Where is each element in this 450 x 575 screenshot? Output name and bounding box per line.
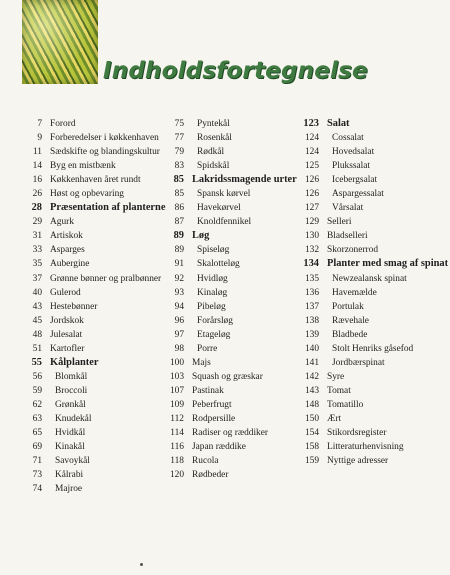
toc-entry-title: Pyntekål [197, 119, 230, 129]
toc-page-number: 43 [32, 301, 42, 312]
toc-entry-title: Pibeløg [197, 301, 226, 312]
toc-entry [294, 440, 444, 454]
toc-entry [294, 384, 444, 398]
toc-entry [20, 370, 162, 384]
toc-entry [294, 370, 444, 384]
toc-entry-title: Majroe [55, 484, 83, 495]
toc-page-number: 33 [32, 245, 42, 256]
toc-entry [20, 356, 162, 370]
toc-page-number: 100 [169, 357, 184, 368]
toc-entry-title: Bladselleri [327, 231, 368, 242]
toc-entry [294, 187, 444, 201]
toc-entry-title: Icebergsalat [332, 175, 378, 186]
toc-page-number: 79 [174, 147, 184, 158]
toc-entry-title: Havekørvel [197, 203, 241, 214]
toc-entry-title: Rævehale [332, 315, 369, 326]
toc-page-number: 69 [32, 442, 42, 453]
toc-entry [294, 173, 444, 187]
toc-page-number: 132 [304, 245, 319, 256]
toc-page-number: 83 [174, 161, 184, 172]
toc-page-number: 74 [32, 484, 42, 495]
toc-entry [20, 215, 162, 229]
toc-page-number: 9 [37, 133, 42, 144]
toc-column-2 [160, 117, 297, 482]
toc-page-number: 45 [32, 315, 42, 326]
toc-entry-title: Radiser og ræddiker [192, 428, 269, 439]
toc-entry-title: Jordskok [50, 315, 84, 326]
toc-entry-title: Skalotteløg [197, 259, 240, 270]
toc-entry [20, 342, 162, 356]
toc-page-number: 140 [304, 343, 319, 354]
toc-entry [160, 454, 292, 468]
toc-entry [20, 398, 162, 412]
toc-page-number: 29 [32, 217, 42, 228]
toc-entry [160, 117, 292, 131]
toc-page-number: 28 [31, 202, 42, 214]
toc-page-number: 48 [32, 329, 42, 340]
toc-entry-title: Artiskok [50, 231, 83, 242]
toc-entry-title: Spidskål [197, 161, 230, 172]
toc-entry-title: Rosenkål [197, 133, 232, 144]
toc-entry [20, 314, 162, 328]
toc-page-number: 16 [32, 175, 42, 186]
toc-entry-title: Ært [327, 413, 342, 424]
toc-entry [294, 131, 444, 145]
toc-entry [160, 201, 292, 215]
toc-page-number: 86 [174, 203, 184, 214]
toc-page-number: 73 [32, 470, 42, 481]
toc-page-number: 62 [32, 399, 42, 410]
toc-entry [160, 370, 292, 384]
toc-entry-title: Tomatillo [327, 399, 364, 410]
toc-page-number: 107 [169, 385, 184, 396]
toc-entry-title: Grønne bønner og pralbønner [50, 273, 162, 284]
toc-entry [294, 426, 444, 440]
toc-entry [160, 412, 292, 426]
toc-page-number: 148 [304, 399, 319, 410]
toc-entry [20, 300, 162, 314]
toc-entry-title: Løg [192, 230, 210, 242]
toc-entry [20, 286, 162, 300]
toc-page-number: 97 [174, 329, 184, 340]
toc-entry [20, 159, 162, 173]
toc-entry-title: Porre [197, 343, 218, 354]
toc-entry [20, 412, 162, 426]
toc-entry-title: Høst og opbevaring [50, 189, 124, 200]
toc-page-number: 109 [169, 399, 184, 410]
toc-page-number: 130 [304, 231, 319, 242]
toc-entry-title: Jordbærspinat [332, 357, 385, 368]
toc-page-number: 136 [304, 287, 319, 298]
toc-entry-title: Litteraturhenvisning [327, 442, 404, 453]
toc-entry [160, 257, 292, 271]
toc-entry-title: Squash og græskar [192, 371, 263, 382]
toc-entry-title: Aspargessalat [332, 189, 384, 200]
toc-page-number: 112 [170, 413, 184, 424]
toc-entry [160, 243, 292, 257]
toc-entry [160, 286, 292, 300]
toc-page-number: 143 [304, 385, 319, 396]
cover-photo-beans [22, 0, 98, 84]
toc-entry-title: Byg en mistbænk [50, 161, 116, 172]
toc-page-number: 11 [32, 147, 42, 158]
toc-entry [294, 398, 444, 412]
toc-page-number: 159 [304, 456, 319, 467]
toc-entry-title: Asparges [50, 245, 85, 256]
toc-entry [20, 384, 162, 398]
toc-entry [160, 468, 292, 482]
toc-entry [294, 454, 444, 468]
toc-page-number: 71 [32, 456, 42, 467]
toc-page-number: 142 [304, 371, 319, 382]
toc-page-number: 120 [169, 470, 184, 481]
toc-page-number: 56 [32, 371, 42, 382]
toc-entry [294, 215, 444, 229]
toc-entry-title: Newzealansk spinat [332, 273, 407, 284]
toc-entry-title: Syre [327, 371, 345, 382]
toc-page-number: 134 [303, 258, 319, 270]
toc-page-number: 63 [32, 413, 42, 424]
toc-page-number: 96 [174, 315, 184, 326]
toc-page-number: 158 [304, 442, 319, 453]
toc-entry [160, 187, 292, 201]
toc-page-number: 123 [303, 118, 319, 129]
toc-entry-title: Kålrabi [55, 470, 84, 481]
toc-entry-title: Gulerod [50, 287, 81, 298]
toc-entry [294, 412, 444, 426]
toc-entry-title: Bladbede [332, 329, 368, 340]
toc-entry [294, 286, 444, 300]
toc-entry-title: Kinakål [55, 442, 85, 453]
toc-entry [160, 272, 292, 286]
toc-entry [294, 342, 444, 356]
toc-page-number: 85 [174, 189, 184, 200]
toc-entry-title: Pastinak [192, 385, 224, 396]
toc-page-number: 93 [174, 287, 184, 298]
toc-entry [20, 131, 162, 145]
toc-entry-title: Vårsalat [332, 203, 364, 214]
toc-page-number: 40 [32, 287, 42, 298]
toc-entry [294, 257, 449, 271]
toc-entry-title: Rødbeder [192, 470, 229, 481]
toc-entry [20, 145, 162, 159]
toc-entry-title: Køkkenhaven året rundt [50, 175, 141, 186]
toc-entry [20, 454, 162, 468]
toc-entry [20, 201, 166, 215]
toc-entry-title: Hvidkål [55, 428, 86, 439]
toc-page-number: 85 [173, 174, 184, 186]
toc-entry [160, 342, 292, 356]
toc-entry-title: Tomat [327, 385, 351, 396]
toc-entry-title: Plukssalat [332, 161, 371, 172]
toc-entry-title: Portulak [332, 301, 364, 312]
toc-entry [160, 384, 292, 398]
toc-page-number: 7 [37, 119, 42, 129]
toc-page-number: 91 [174, 259, 184, 270]
toc-entry-title: Selleri [327, 217, 352, 228]
toc-entry-title: Forårsløg [197, 315, 233, 326]
toc-entry-title: Salat [327, 118, 350, 129]
toc-entry [160, 215, 292, 229]
toc-entry [160, 173, 297, 187]
toc-page-number: 127 [304, 203, 319, 214]
toc-entry [20, 173, 162, 187]
toc-entry-title: Skorzonerrod [327, 245, 379, 256]
toc-entry [160, 131, 292, 145]
toc-entry [20, 272, 162, 286]
toc-page-number: 37 [32, 273, 42, 284]
toc-entry-title: Spiseløg [197, 245, 230, 256]
toc-entry-title: Spansk kørvel [197, 189, 251, 200]
toc-entry [20, 243, 162, 257]
toc-entry [294, 201, 444, 215]
toc-entry-title: Hestebønner [50, 301, 98, 312]
toc-entry-title: Stolt Henriks gåsefod [332, 343, 414, 354]
toc-page-number: 87 [174, 217, 184, 228]
toc-entry [160, 314, 292, 328]
toc-page-number: 126 [304, 175, 319, 186]
toc-entry-title: Rucola [192, 456, 219, 467]
toc-page-number: 26 [32, 189, 42, 200]
toc-page-number: 51 [32, 343, 42, 354]
page-speck [140, 563, 143, 566]
toc-entry-title: Cossalat [332, 133, 364, 144]
toc-entry-title: Grønkål [55, 399, 86, 410]
toc-page-number: 124 [304, 133, 319, 144]
toc-entry [294, 314, 444, 328]
toc-page-number: 35 [32, 259, 42, 270]
toc-entry [294, 117, 444, 131]
toc-entry [160, 229, 292, 243]
toc-entry-title: Sædskifte og blandingskultur [50, 147, 160, 158]
toc-entry-title: Lakridssmagende urter [192, 174, 297, 186]
toc-page-number: 14 [32, 161, 42, 172]
toc-entry-title: Japan ræddike [192, 442, 246, 453]
toc-entry-title: Rødkål [197, 147, 225, 158]
toc-entry-title: Blomkål [55, 371, 88, 382]
toc-entry [20, 229, 162, 243]
toc-entry [20, 426, 162, 440]
toc-entry [294, 328, 444, 342]
toc-page-number: 65 [32, 428, 42, 439]
toc-page-number: 98 [174, 343, 184, 354]
toc-page-number: 55 [31, 356, 42, 368]
toc-entry-title: Nyttige adresser [327, 456, 389, 467]
toc-entry [20, 328, 162, 342]
toc-entry-title: Savoykål [55, 456, 90, 467]
toc-entry-title: Kålplanter [50, 356, 99, 368]
toc-page-number: 129 [304, 217, 319, 228]
page-title: Indholdsfortegnelse [103, 58, 368, 84]
toc-entry [160, 159, 292, 173]
toc-entry-title: Agurk [50, 217, 74, 228]
toc-entry [160, 145, 292, 159]
toc-page-number: 75 [174, 119, 184, 129]
toc-page-number: 138 [304, 315, 319, 326]
toc-entry [294, 300, 444, 314]
toc-page-number: 92 [174, 273, 184, 284]
toc-page-number: 94 [174, 301, 184, 312]
toc-column-3 [294, 117, 449, 468]
toc-page-number: 154 [304, 428, 319, 439]
toc-page-number: 31 [32, 231, 42, 242]
toc-entry-title: Etageløg [197, 329, 231, 340]
toc-entry-title: Hvidløg [197, 273, 228, 284]
toc-entry [20, 187, 162, 201]
toc-entry [160, 356, 292, 370]
toc-page-number: 77 [174, 133, 184, 144]
toc-entry-title: Knoldfennikel [197, 217, 252, 228]
toc-entry [160, 300, 292, 314]
toc-entry [160, 328, 292, 342]
toc-page-number: 124 [304, 147, 319, 158]
toc-page-number: 125 [304, 161, 319, 172]
toc-entry [294, 159, 444, 173]
toc-page-number: 89 [173, 230, 184, 242]
toc-page-number: 118 [170, 456, 184, 467]
toc-entry [294, 229, 444, 243]
toc-page-number: 114 [170, 428, 184, 439]
toc-entry-title: Planter med smag af spinat [327, 258, 449, 270]
toc-page-number: 126 [304, 189, 319, 200]
toc-entry-title: Kinaløg [197, 287, 228, 298]
toc-page-number: 139 [304, 329, 319, 340]
toc-entry-title: Havemælde [332, 287, 377, 298]
toc-entry [160, 398, 292, 412]
toc-page-number: 59 [32, 385, 42, 396]
toc-entry-title: Broccoli [55, 385, 88, 396]
toc-entry [20, 482, 162, 496]
toc-entry-title: Kartofler [50, 343, 85, 354]
toc-page-number: 137 [304, 301, 319, 312]
toc-page-number: 135 [304, 273, 319, 284]
toc-column-1 [20, 117, 166, 496]
toc-entry-title: Knudekål [55, 413, 92, 424]
toc-entry-title: Peberfrugt [192, 399, 232, 410]
toc-page-number: 150 [304, 413, 319, 424]
toc-entry [20, 440, 162, 454]
toc-entry [20, 468, 162, 482]
toc-entry-title: Julesalat [50, 329, 83, 340]
toc-page-number: 103 [169, 371, 184, 382]
toc-entry [294, 145, 444, 159]
toc-entry-title: Forberedelser i køkkenhaven [50, 133, 159, 144]
toc-entry [20, 117, 162, 131]
toc-entry-title: Hovedsalat [332, 147, 375, 158]
toc-entry-title: Stikordsregister [327, 428, 387, 439]
toc-entry-title: Aubergine [50, 259, 90, 270]
toc-page-number: 89 [174, 245, 184, 256]
toc-entry-title: Forord [50, 119, 76, 129]
toc-entry [294, 356, 444, 370]
toc-entry [294, 243, 444, 257]
toc-entry-title: Majs [192, 357, 211, 368]
toc-page-number: 141 [304, 357, 319, 368]
toc-entry [294, 272, 444, 286]
toc-entry [160, 440, 292, 454]
toc-page-number: 116 [170, 442, 184, 453]
toc-entry [160, 426, 292, 440]
toc-entry-title: Rodpersille [192, 413, 236, 424]
toc-entry-title: Præsentation af planterne [50, 202, 166, 214]
toc-entry [20, 257, 162, 271]
